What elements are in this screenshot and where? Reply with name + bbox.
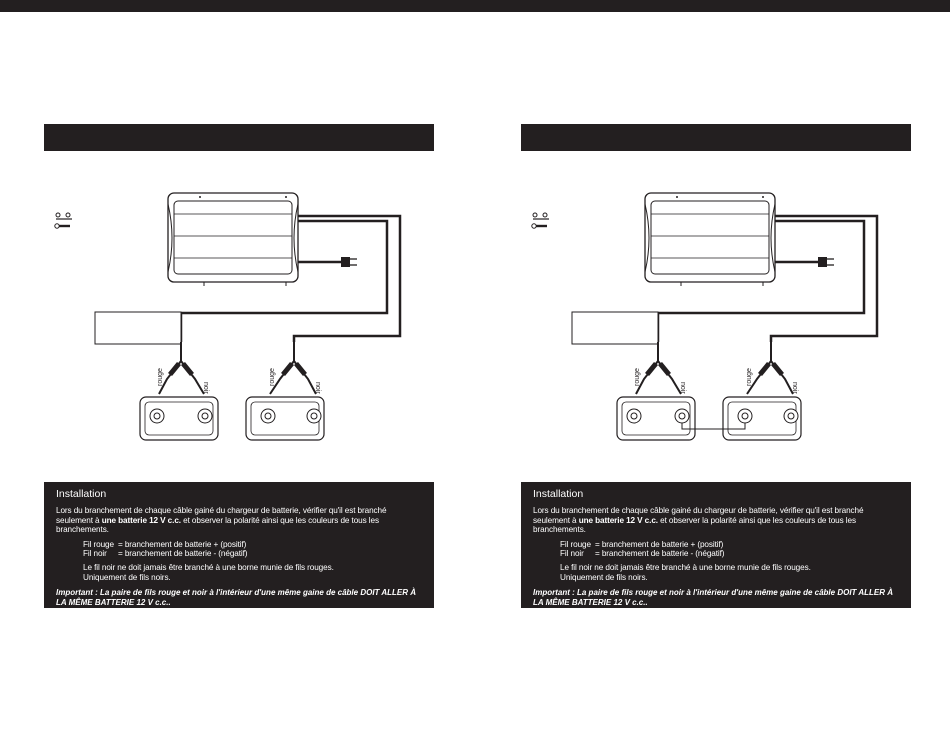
- wiring-panel-left: [44, 124, 434, 614]
- red-wire-row: Fil rouge = branchement de batterie + (positif): [560, 539, 724, 549]
- info-intro: Lors du branchement de chaque câble gainé du chargeur de batterie, vérifier qu'il est branché seulement à une batterie 12 V c.c. et observer la polarité ainsi que les couleurs de tous les branchements.: [533, 506, 864, 535]
- wiring-diagram: [521, 176, 911, 446]
- wiring-panel-right: [521, 124, 911, 614]
- ac-plug-icon: [775, 257, 834, 267]
- info-title: Installation: [56, 488, 107, 500]
- section-header-bar: [44, 124, 434, 151]
- cable-split-2: [746, 342, 798, 394]
- battery-1: [617, 397, 695, 440]
- cable-split-2: [269, 342, 321, 394]
- installation-info-box: [521, 482, 911, 608]
- black-wire-row: Fil noir = branchement de batterie - (négatif): [560, 549, 725, 559]
- label-red-1: rouge: [157, 368, 164, 386]
- info-intro: Lors du branchement de chaque câble gainé du chargeur de batterie, vérifier qu'il est branché seulement à une batterie 12 V c.c. et observer la polarité ainsi que les couleurs de tous les branchements.: [56, 506, 387, 535]
- ac-power-icon: [532, 213, 549, 228]
- section-header-bar: [521, 124, 911, 151]
- label-black-1: noir: [679, 382, 686, 394]
- black-wire-note: Le fil noir ne doit jamais être branché à une borne munie de fils rouges. Uniquement de fils noirs.: [83, 562, 334, 582]
- wiring-diagram: [44, 176, 434, 446]
- black-wire-row: Fil noir = branchement de batterie - (négatif): [83, 549, 248, 559]
- label-black-2: noir: [791, 382, 798, 394]
- battery-2: [723, 397, 801, 440]
- cable-split-1: [157, 342, 209, 394]
- red-wire-row: Fil rouge = branchement de batterie + (positif): [83, 539, 247, 549]
- info-title: Installation: [533, 488, 584, 500]
- label-black-2: noir: [314, 382, 321, 394]
- black-wire-note: Le fil noir ne doit jamais être branché à une borne munie de fils rouges. Uniquement de fils noirs.: [560, 562, 811, 582]
- important-note: Important : La paire de fils rouge et noir à l'intérieur d'une même gaine de câble DOIT ALLER À LA MÊME BATTERIE 12 V c.c..: [56, 588, 417, 608]
- battery-2: [246, 397, 324, 440]
- cable-split-1: [634, 342, 686, 394]
- ac-power-icon: [55, 213, 72, 228]
- battery-charger-unit: [645, 193, 775, 286]
- battery-charger-unit: [168, 193, 298, 286]
- top-bar: [0, 0, 950, 12]
- ac-plug-icon: [298, 257, 357, 267]
- label-red-1: rouge: [634, 368, 641, 386]
- label-red-2: rouge: [746, 368, 753, 386]
- battery-1: [140, 397, 218, 440]
- label-red-2: rouge: [269, 368, 276, 386]
- important-note: Important : La paire de fils rouge et noir à l'intérieur d'une même gaine de câble DOIT ALLER À LA MÊME BATTERIE 12 V c.c..: [533, 588, 894, 608]
- label-black-1: noir: [202, 382, 209, 394]
- installation-info-box: [44, 482, 434, 608]
